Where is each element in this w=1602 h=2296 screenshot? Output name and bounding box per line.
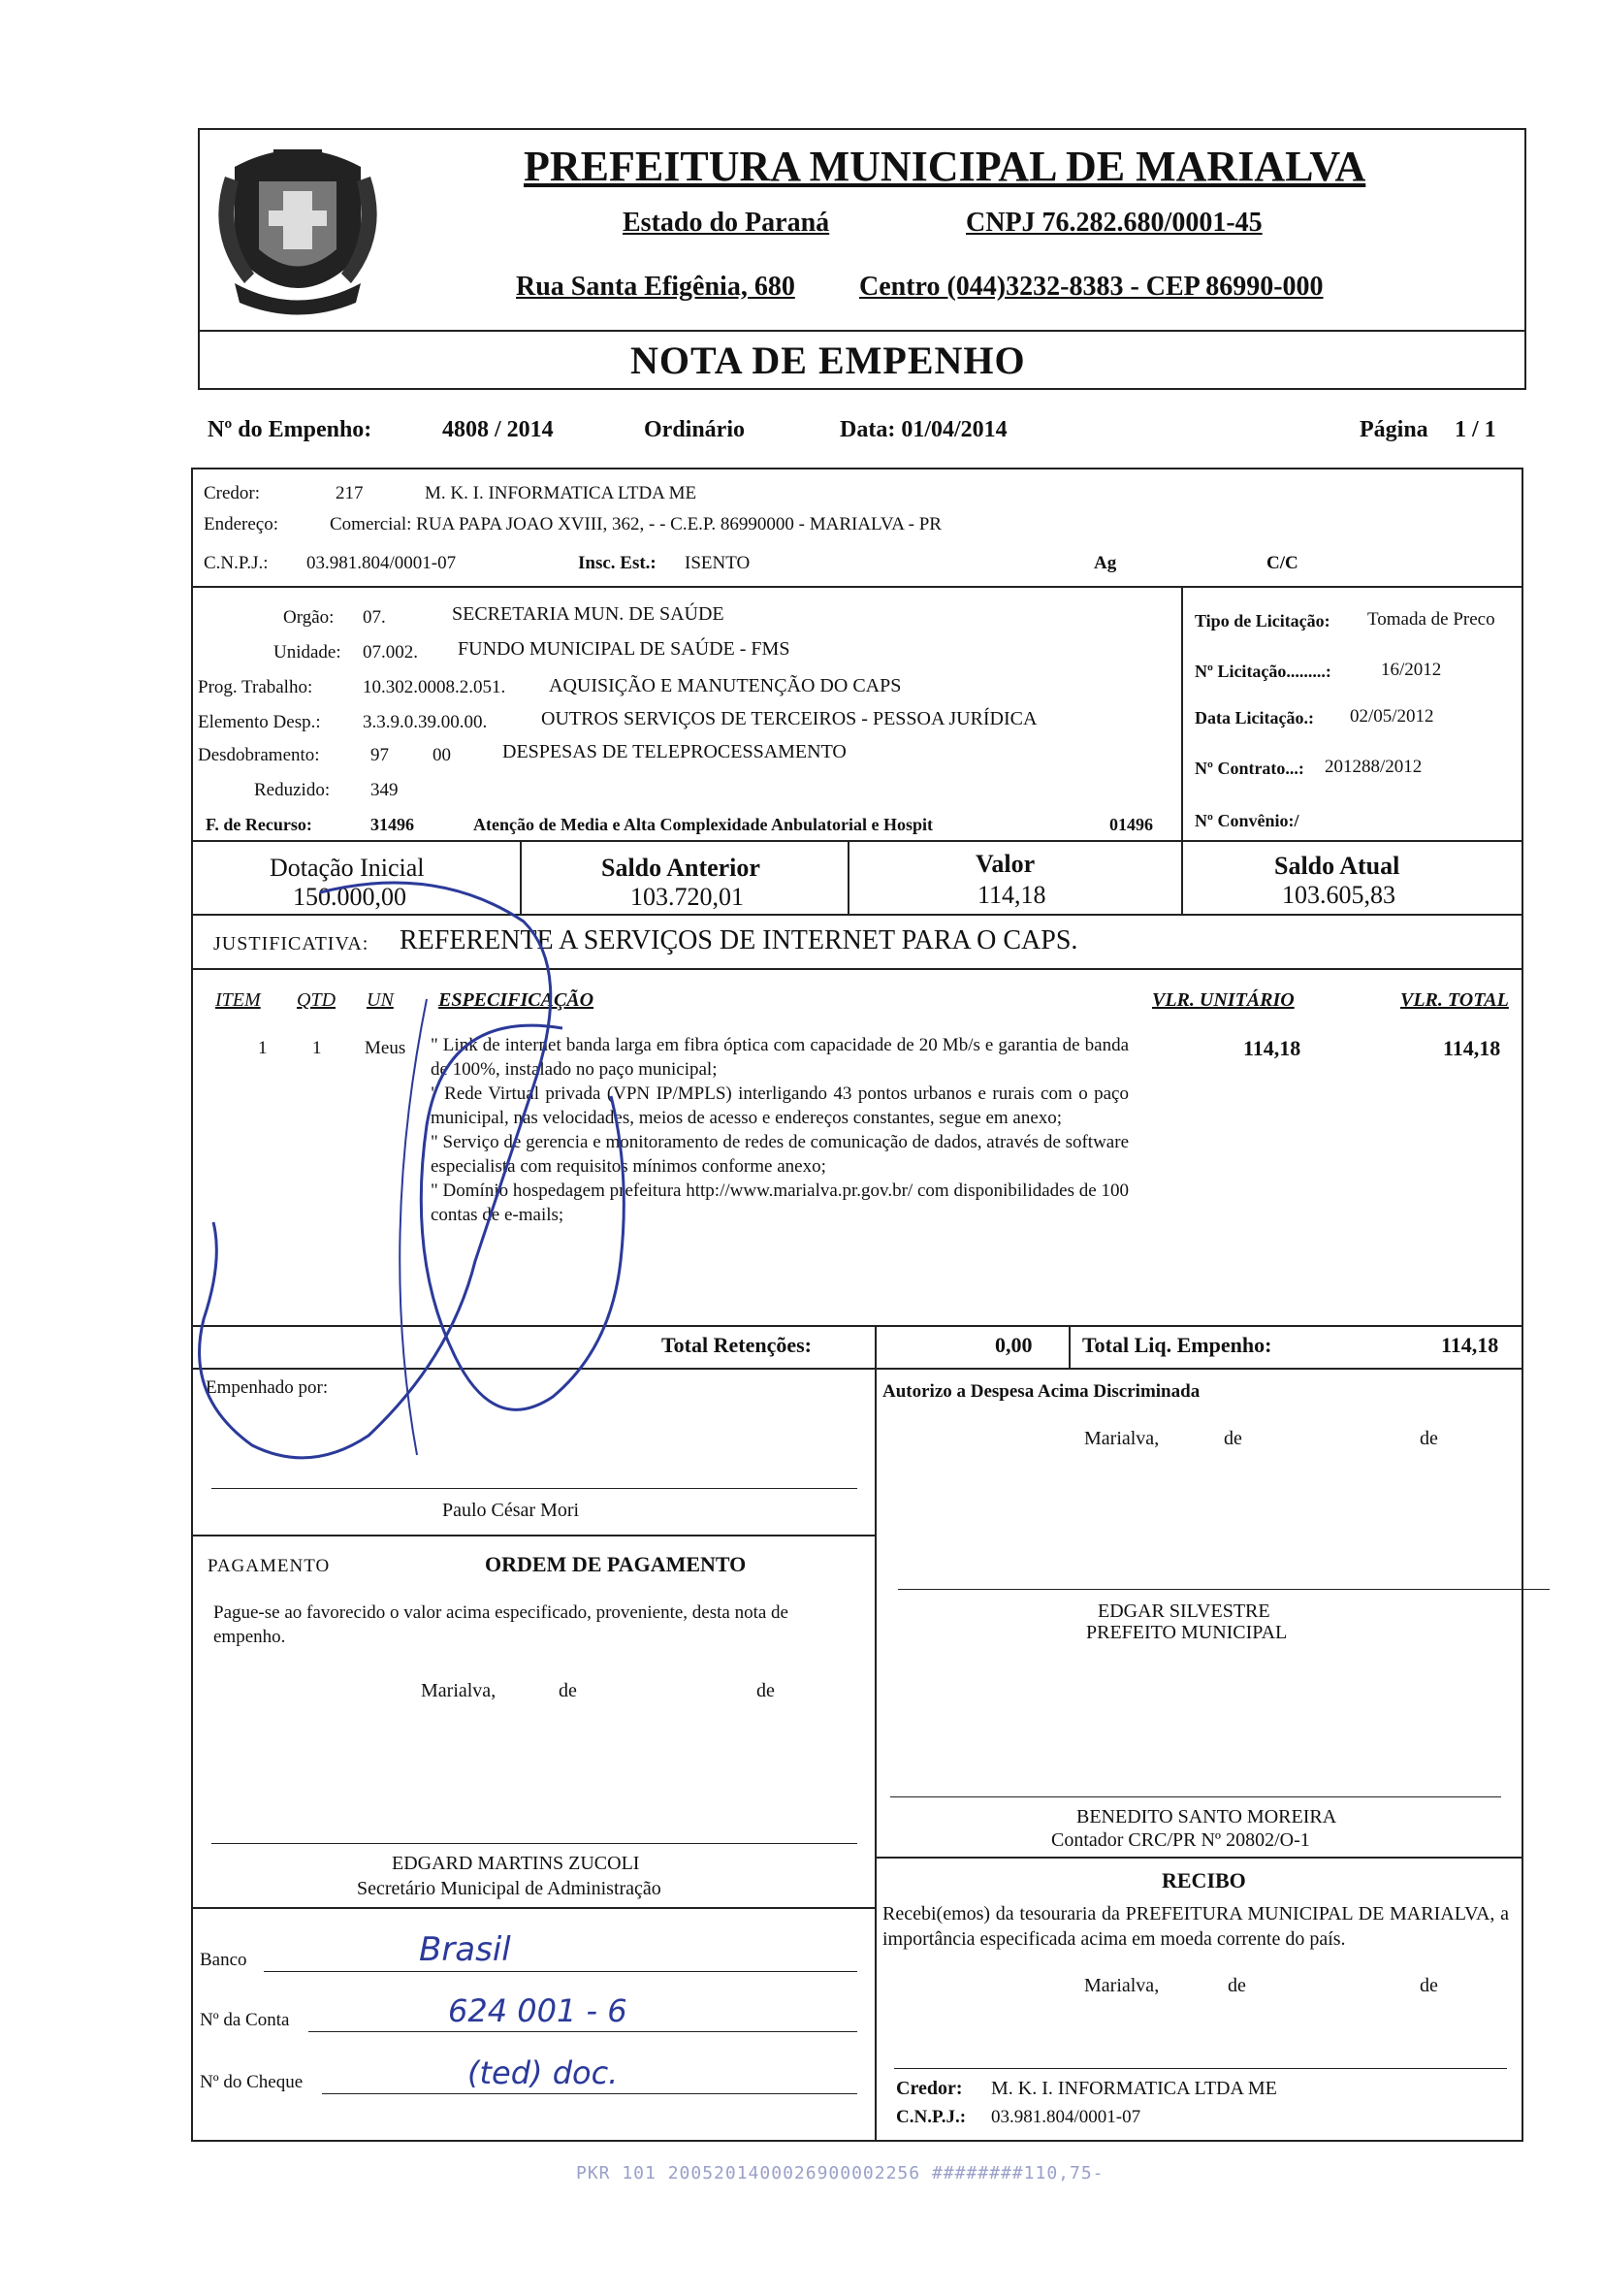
signature-line: [894, 2068, 1507, 2069]
unidade-code: 07.002.: [363, 642, 418, 663]
conta-handwritten: 624 001 - 6: [448, 1992, 627, 2029]
pagamento-label: PAGAMENTO: [208, 1556, 331, 1576]
col-total-header: VLR. TOTAL: [1400, 989, 1509, 1011]
autorizo-de1: de: [1224, 1428, 1242, 1449]
pagamento-de1: de: [559, 1680, 577, 1701]
recibo-label: RECIBO: [1162, 1868, 1246, 1892]
prefeito-name: EDGAR SILVESTRE: [1098, 1601, 1270, 1622]
recibo-de1: de: [1228, 1975, 1246, 1996]
valor-value: 114,18: [977, 881, 1046, 909]
convenio-label: Nº Convênio:/: [1195, 811, 1299, 830]
contador-role: Contador CRC/PR Nº 20802/O-1: [1051, 1829, 1310, 1851]
item-unit-value: 114,18: [1243, 1036, 1301, 1060]
recibo-city: Marialva,: [1084, 1975, 1160, 1996]
empenho-type: Ordinário: [644, 417, 746, 442]
autorizo-city: Marialva,: [1084, 1428, 1160, 1449]
cnpj-label: C.N.P.J.:: [204, 553, 269, 573]
divider: [875, 1325, 877, 2142]
saldo-anterior-value: 103.720,01: [630, 883, 744, 911]
prefeito-role: PREFEITO MUNICIPAL: [1086, 1622, 1288, 1643]
empenho-number-label: Nº do Empenho:: [208, 417, 372, 442]
licitacao-number: 16/2012: [1381, 660, 1442, 680]
banco-line: [264, 1971, 857, 1972]
recibo-cnpj: 03.981.804/0001-07: [991, 2107, 1141, 2127]
pagamento-city: Marialva,: [421, 1680, 497, 1701]
desdobramento-label: Desdobramento:: [198, 745, 320, 765]
spec-line: " Rede Virtual privada (VPN IP/MPLS) interligando 43 pontos urbanos e rurais com o paço municipal, nas velocidades, meios de acesso e endereços constantes, segue em anexo;: [431, 1083, 1129, 1128]
autorizo-text: Autorizo a Despesa Acima Discriminada: [882, 1381, 1201, 1402]
orgao-code: 07.: [363, 607, 386, 628]
autorizo-de2: de: [1420, 1428, 1438, 1449]
licitacao-date: 02/05/2012: [1350, 706, 1434, 727]
reduzido-label: Reduzido:: [254, 780, 331, 800]
prog-name: AQUISIÇÃO E MANUTENÇÃO DO CAPS: [549, 675, 902, 696]
credor-code: 217: [336, 483, 364, 503]
recibo-cnpj-label: C.N.P.J.:: [896, 2107, 967, 2127]
ordem-label: ORDEM DE PAGAMENTO: [485, 1552, 747, 1576]
insc-label: Insc. Est.:: [578, 553, 657, 573]
orgao-label: Orgão:: [283, 607, 335, 628]
empenhado-name: Paulo César Mori: [442, 1500, 580, 1521]
item-quantity: 1: [312, 1038, 322, 1058]
justificativa-label: JUSTIFICATIVA:: [213, 933, 369, 954]
spec-line: " Link de internet banda larga em fibra óptica com capacidade de 20 Mb/s e garantia de banda de 100%, instalado no paço municipal;: [431, 1035, 1129, 1080]
page-number: 1 / 1: [1455, 417, 1496, 442]
coat-of-arms-icon: [206, 138, 390, 327]
cnpj-header: CNPJ 76.282.680/0001-45: [966, 208, 1263, 238]
licitacao-type-label: Tipo de Licitação:: [1195, 611, 1330, 631]
saldo-anterior-label: Saldo Anterior: [601, 854, 760, 882]
divider: [191, 1907, 875, 1909]
desdobramento-name: DESPESAS DE TELEPROCESSAMENTO: [502, 741, 847, 762]
desdobramento-code: 97: [370, 745, 389, 765]
district-phone: Centro (044)3232-8383 - CEP 86990-000: [859, 272, 1324, 302]
elemento-name: OUTROS SERVIÇOS DE TERCEIROS - PESSOA JURÍDICA: [541, 708, 1038, 729]
signature-line: [898, 1589, 1550, 1590]
recurso-code: 31496: [370, 815, 414, 834]
conta-line: [308, 2031, 857, 2032]
pen-signature-mark: [184, 854, 689, 1494]
col-spec-header: ESPECIFICAÇÃO: [438, 989, 594, 1011]
elemento-code: 3.3.9.0.39.00.00.: [363, 712, 488, 732]
divider: [1181, 840, 1183, 914]
cheque-handwritten: (ted) doc.: [467, 2054, 619, 2091]
document-title: NOTA DE EMPENHO: [630, 339, 1026, 382]
divider: [1181, 586, 1183, 840]
col-un-header: UN: [367, 989, 394, 1011]
account-label: C/C: [1266, 553, 1298, 573]
unidade-name: FUNDO MUNICIPAL DE SAÚDE - FMS: [458, 638, 790, 660]
state-name: Estado do Paraná: [623, 208, 830, 238]
conta-label: Nº da Conta: [200, 2010, 290, 2030]
divider: [198, 330, 1526, 332]
endereco-label: Endereço:: [204, 514, 279, 534]
item-number: 1: [258, 1038, 268, 1058]
liquido-value: 114,18: [1441, 1333, 1499, 1357]
unidade-label: Unidade:: [273, 642, 341, 663]
spec-line: " Serviço de gerencia e monitoramento de redes de comunicação de dados, através de software especialista com requisitos mínimos conforme anexo;: [431, 1132, 1129, 1177]
insc-value: ISENTO: [685, 553, 751, 573]
credor-name: M. K. I. INFORMATICA LTDA ME: [425, 483, 697, 503]
recibo-credor-label: Credor:: [896, 2078, 963, 2099]
empenho-date: Data: 01/04/2014: [840, 417, 1008, 442]
credor-cnpj: 03.981.804/0001-07: [306, 553, 457, 573]
contract-label: Nº Contrato...:: [1195, 759, 1304, 778]
licitacao-type: Tomada de Preco: [1367, 609, 1495, 630]
retencoes-value: 0,00: [995, 1333, 1033, 1357]
cheque-line: [322, 2093, 857, 2094]
signature-line: [211, 1843, 857, 1844]
recibo-credor-name: M. K. I. INFORMATICA LTDA ME: [991, 2078, 1277, 2099]
city-hall-title: PREFEITURA MUNICIPAL DE MARIALVA: [524, 143, 1366, 190]
signature-line: [890, 1796, 1501, 1797]
retencoes-label: Total Retenções:: [661, 1333, 812, 1357]
divider: [848, 840, 849, 914]
credor-label: Credor:: [204, 483, 261, 503]
reduzido-value: 349: [370, 780, 399, 800]
recurso-code2: 01496: [1109, 815, 1153, 834]
valor-label: Valor: [976, 850, 1036, 878]
dotacao-label: Dotação Inicial: [270, 854, 425, 882]
licitacao-number-label: Nº Licitação.........:: [1195, 662, 1331, 681]
orgao-name: SECRETARIA MUN. DE SAÚDE: [452, 603, 724, 625]
recurso-name: Atenção de Media e Alta Complexidade Anbulatorial e Hospit: [473, 815, 933, 834]
divider: [1069, 1325, 1071, 1368]
col-item-header: ITEM: [215, 989, 261, 1011]
prog-label: Prog. Trabalho:: [198, 677, 313, 697]
col-unit-header: VLR. UNITÁRIO: [1152, 989, 1295, 1011]
desdobramento-code2: 00: [433, 745, 451, 765]
dotacao-value: 150.000,00: [293, 883, 406, 911]
item-total-value: 114,18: [1443, 1036, 1501, 1060]
banco-label: Banco: [200, 1950, 247, 1970]
divider: [875, 1857, 1523, 1859]
col-qtd-header: QTD: [297, 989, 336, 1011]
recibo-text: Recebi(emos) da tesouraria da PREFEITURA MUNICIPAL DE MARIALVA, a importância especificada acima em moeda corrente do país.: [882, 1903, 1509, 1950]
saldo-atual-label: Saldo Atual: [1274, 852, 1400, 880]
liquido-label: Total Liq. Empenho:: [1082, 1333, 1272, 1357]
contador-name: BENEDITO SANTO MOREIRA: [1076, 1806, 1337, 1827]
item-unit: Meus: [365, 1038, 406, 1058]
empenho-number: 4808 / 2014: [442, 417, 554, 442]
secretario-name: EDGARD MARTINS ZUCOLI: [392, 1853, 640, 1874]
licitacao-date-label: Data Licitação.:: [1195, 708, 1314, 728]
banco-handwritten: Brasil: [419, 1930, 511, 1969]
contract-number: 201288/2012: [1325, 757, 1423, 777]
empenhado-label: Empenhado por:: [206, 1377, 329, 1398]
agency-label: Ag: [1094, 553, 1117, 573]
spec-line: " Domínio hospedagem prefeitura http://www.marialva.pr.gov.br/ com disponibilidades de 100 contas de e-mails;: [431, 1180, 1129, 1225]
justificativa-text: REFERENTE A SERVIÇOS DE INTERNET PARA O CAPS.: [400, 925, 1078, 955]
pague-text: Pague-se ao favorecido o valor acima especificado, proveniente, desta nota de empenho.: [213, 1602, 788, 1647]
prog-code: 10.302.0008.2.051.: [363, 677, 506, 697]
page-label: Página: [1360, 417, 1428, 442]
recurso-label: F. de Recurso:: [206, 815, 312, 834]
elemento-label: Elemento Desp.:: [198, 712, 321, 732]
address: Rua Santa Efigênia, 680: [516, 272, 795, 302]
divider: [191, 586, 1523, 588]
recibo-de2: de: [1420, 1975, 1438, 1996]
secretario-role: Secretário Municipal de Administração: [357, 1878, 661, 1899]
divider: [191, 840, 1523, 842]
barcode-footer: PKR 101 2005201400026900002256 ########110,75-: [576, 2163, 1105, 2183]
endereco: Comercial: RUA PAPA JOAO XVIII, 362, - - C.E.P. 86990000 - MARIALVA - PR: [330, 514, 942, 534]
divider: [191, 1535, 875, 1536]
pagamento-de2: de: [756, 1680, 775, 1701]
saldo-atual-value: 103.605,83: [1282, 881, 1395, 909]
cheque-label: Nº do Cheque: [200, 2072, 304, 2092]
